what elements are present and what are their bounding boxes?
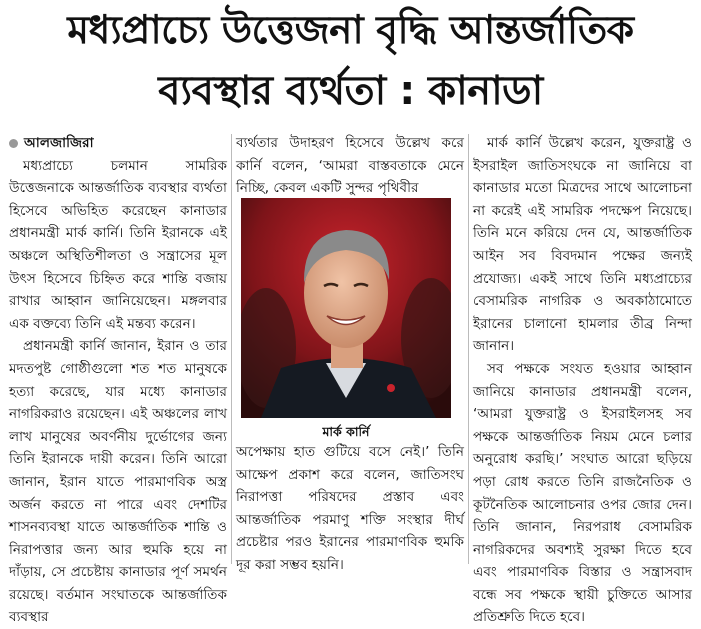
- paragraph: মধ্যপ্রাচ্যে চলমান সামরিক উত্তেজনাকে আন্তর্জাতিক ব্যবস্থার ব্যর্থতা হিসেবে অভিহিত করেছেন কানাডার প্রধানমন্ত্রী মার্ক কার্নি। তিনি ইরানকে এই অঞ্চলে অস্থিতিশীলতা ও সন্ত্রাসের মূল উৎস হিসেবে চিহ্নিত করে শান্তি বজায় রাখার আহ্বান জানিয়েছেন। মঙ্গলবার এক বক্তব্যে তিনি এই মন্তব্য করেন।: [9, 157, 227, 332]
- paragraph: ব্যর্থতার উদাহরণ হিসেবে উল্লেখ করে কার্নি বলেন, ‘আমরা বাস্তবতাকে মেনে নিচ্ছি, কেবল একটি সুন্দর পৃথিবীর: [236, 135, 464, 197]
- paragraph: অপেক্ষায় হাত গুটিয়ে বসে নেই।’ তিনি আক্ষেপ প্রকাশ করে বলেন, জাতিসংঘ নিরাপত্তা পরিষদের প্রস্তাব এবং আন্তর্জাতিক পরমাণু শক্তি সংস্থার দীর্ঘ প্রচেষ্টার পরও ইরানের পারমাণবিক হুমকি দূর করা সম্ভব হয়নি।: [236, 444, 464, 573]
- paragraph: সব পক্ষকে সংযত হওয়ার আহ্বান জানিয়ে কানাডার প্রধানমন্ত্রী বলেন, ‘আমরা যুক্তরাষ্ট্র ও ইসরাইলসহ সব পক্ষকে আন্তর্জাতিক নিয়ম মেনে চলার অনুরোধ করছি।’ সংঘাত আরো ছড়িয়ে পড়া রোধ করতে তিনি রাজনৈতিক ও কূটনৈতিক আলোচনার ওপর জোর দেন। তিনি জানান, নিরপরাধ বেসামরিক নাগরিকদের অবশ্যই সুরক্ষা দিতে হবে এবং পারমাণবিক বিস্তার ও সন্ত্রাসবাদ বন্ধে সব পক্ষকে স্থায়ী চুক্তিতে আসার প্রতিশ্রুতি দিতে হবে।: [473, 360, 692, 626]
- dateline: [9, 132, 227, 155]
- headline-line-2: ব্যবস্থার ব্যর্থতা : কানাডা: [158, 68, 543, 114]
- portrait-photo: [241, 198, 451, 418]
- paragraph: মার্ক কার্নি উল্লেখ করেন, যুক্তরাষ্ট্র ও ইসরাইল জাতিসংঘকে না জানিয়ে বা কানাডার মতো মিত্রদের সাথে আলোচনা না করেই এই সামরিক পদক্ষেপ নিয়েছে। তিনি মনে করিয়ে দেন যে, আন্তর্জাতিক আইন সব বিবদমান পক্ষের জন্যই প্রযোজ্য। একই সাথে তিনি মধ্যপ্রাচ্যের বেসামরিক নাগরিক ও অবকাঠামোতে ইরানের চালানো হামলার তীব্র নিন্দা জানান।: [473, 135, 692, 355]
- column-divider: [231, 134, 232, 564]
- headline-line-1: মধ্যপ্রাচ্যে উত্তেজনা বৃদ্ধি আন্তর্জাতিক: [67, 8, 634, 53]
- bullet-icon: [9, 139, 18, 148]
- portrait-image: [241, 198, 451, 418]
- article-column-2-top: [236, 132, 464, 200]
- photo-caption: মার্ক কার্নি: [322, 424, 370, 439]
- article-column-1: [9, 132, 227, 629]
- article-column-2-bottom: [236, 441, 464, 577]
- column-divider: [468, 134, 469, 564]
- paragraph: প্রধানমন্ত্রী কার্নি জানান, ইরান ও তার মদতপুষ্ট গোষ্ঠীগুলো শত শত মানুষকে হত্যা করেছে, যার মধ্যে কানাডার নাগরিকরাও রয়েছেন। এই অঞ্চলের লাখ লাখ মানুষের অবর্ণনীয় দুর্ভোগের জন্য তিনি ইরানকে দায়ী করেন। তিনি আরো জানান, ইরান যাতে পারমাণবিক অস্ত্র অর্জন করতে না পারে এবং দেশটির শাসনব্যবস্থা যাতে আন্তর্জাতিক শান্তি ও নিরাপত্তার জন্য আর হুমকি হয়ে না দাঁড়ায়, সে প্রচেষ্টায় কানাডার পূর্ণ সমর্থন রয়েছে। বর্তমান সংঘাতকে আন্তর্জাতিক ব্যবস্থার: [9, 338, 227, 626]
- article-column-3: [473, 132, 692, 629]
- dateline-source: আলজাজিরা: [24, 135, 94, 151]
